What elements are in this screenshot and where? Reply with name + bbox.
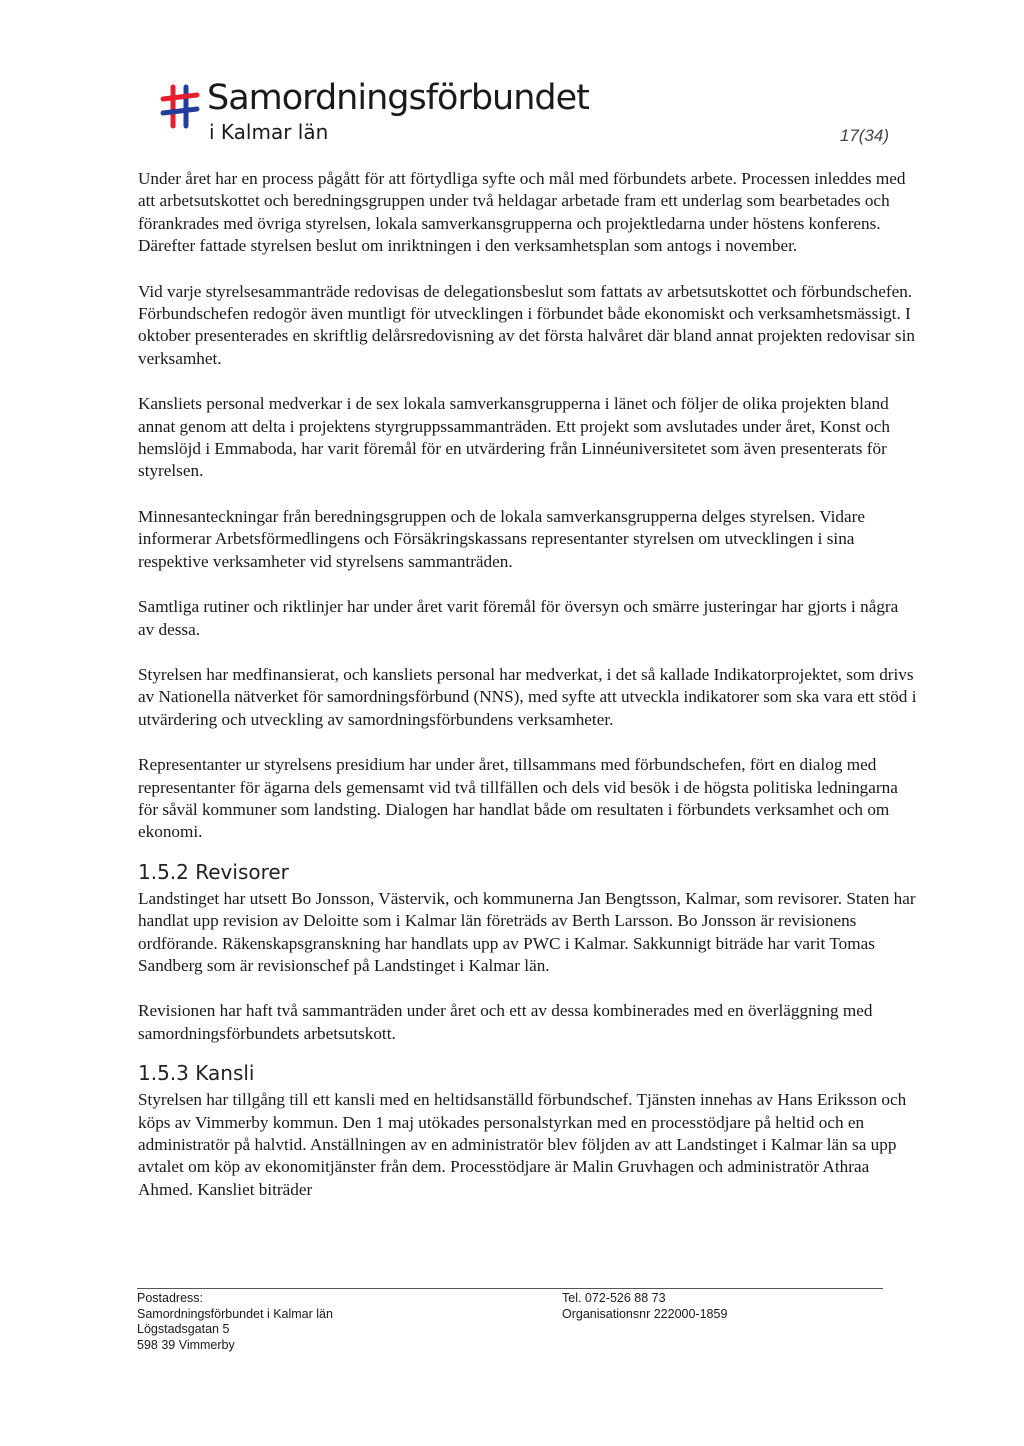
organization-logo-icon (160, 82, 200, 132)
body-paragraph: Vid varje styrelsesammanträde redovisas de delegationsbeslut som fattats av arbetsutskottet och förbundschefen. Förbundschefen redogör även muntligt för utvecklingen i förbundet både ekonomiskt och verksamhetsmässigt. I oktober presenterades en skriftlig delårsredovisning av det första halvåret där bland annat projekten redovisar sin verksamhet. (138, 281, 915, 368)
section-heading-revisorer: 1.5.2 Revisorer (138, 859, 289, 884)
section-paragraph: Styrelsen har tillgång till ett kansli med en heltidsanställd förbundschef. Tjänsten innehas av Hans Eriksson och köps av Vimmerby kommun. Den 1 maj utökades personalstyrkan med en processtödjare på heltid och en administratör på halvtid. Anställningen av en administratör blev följden av att Landstinget i Kalmar län sa upp avtalet om köp av ekonomitjänster från dem. Processtödjare är Malin Gruvhagen och administratör Athraa Ahmed. Kansliet biträder (138, 1090, 907, 1199)
section-paragraph: Landstinget har utsett Bo Jonsson, Västervik, och kommunerna Jan Bengtsson, Kalmar, som revisorer. Staten har handlat upp revision av Deloitte som i Kalmar län företräds av Berth Larsson. Bo Jonsson är revisionens ordförande. Räkenskapsgranskning har handlats upp av PWC i Kalmar. Sakkunnigt biträde har varit Tomas Sandberg som är revisionschef på Landstinget i Kalmar län. (138, 888, 916, 975)
footer-postal-street: Lögstadsgatan 5 (137, 1322, 230, 1337)
footer-postal-label: Postadress: (137, 1291, 204, 1305)
body-paragraph: Minnesanteckningar från beredningsgruppen och de lokala samverkansgrupperna delges styrelsen. Vidare informerar Arbetsförmedlingens och Försäkringskassans representanter styrelsen om utvecklingen i sina respektive verksamheter vid styrelsens sammanträden. (138, 506, 865, 571)
footer-postal-city: 598 39 Vimmerby (137, 1337, 235, 1352)
footer-divider (137, 1288, 883, 1289)
body-paragraph: Styrelsen har medfinansierat, och kansliets personal har medverkat, i det så kallade Indikatorprojektet, som drivs av Nationella nätverket för samordningsförbund (NNS), med syfte att utveckla indikatorer som ska vara ett stöd i utvärdering och utveckling av samordningsförbundens verksamheter. (138, 664, 917, 729)
organization-region: i Kalmar län (209, 120, 329, 144)
footer-postal-org: Samordningsförbundet i Kalmar län (137, 1306, 333, 1321)
organization-name: Samordningsförbundet (207, 78, 589, 118)
document-body (138, 168, 918, 1224)
body-paragraph: Kansliets personal medverkar i de sex lokala samverkansgrupperna i länet och följer de olika projekten bland annat genom att delta i projektens styrgruppssammanträden. Ett projekt som avslutades under året, Konst och hemslöjd i Emmaboda, har varit föremål för en utvärdering från Linnéuniversitetet som även presenterats för styrelsen. (138, 394, 890, 481)
section-heading-kansli: 1.5.3 Kansli (138, 1061, 255, 1086)
body-paragraph: Under året har en process pågått för att förtydliga syfte och mål med förbundets arbete. Processen inleddes med att arbetsutskottet och beredningsgruppen under två heldagar arbetade fram ett underlag som bearbetades och förankrades med övriga styrelsen, lokala samverkansgrupperna och projektledarna under höstens konferens. Därefter fattade styrelsen beslut om inriktningen i den verksamhetsplan som antogs i november. (138, 169, 906, 256)
footer-org-number: Organisationsnr 222000-1859 (562, 1306, 728, 1321)
body-paragraph: Samtliga rutiner och riktlinjer har under året varit föremål för översyn och smärre justeringar har gjorts i några av dessa. (138, 597, 899, 639)
section-paragraph: Revisionen har haft två sammanträden under året och ett av dessa kombinerades med en överläggning med samordningsförbundets arbetsutskott. (138, 1001, 873, 1043)
footer-phone: Tel. 072-526 88 73 (562, 1291, 666, 1305)
footer-contact (562, 1291, 727, 1322)
page-number: 17(34) (839, 126, 889, 145)
body-paragraph: Representanter ur styrelsens presidium har under året, tillsammans med förbundschefen, fört en dialog med representanter för ägarna dels gemensamt vid två tillfällen och dels vid besök i de högsta politiska ledningarna för såväl kommuner som landsting. Dialogen har handlat både om resultaten i förbundets verksamhet och om ekonomi. (138, 755, 898, 842)
footer-postal-address (137, 1291, 333, 1353)
